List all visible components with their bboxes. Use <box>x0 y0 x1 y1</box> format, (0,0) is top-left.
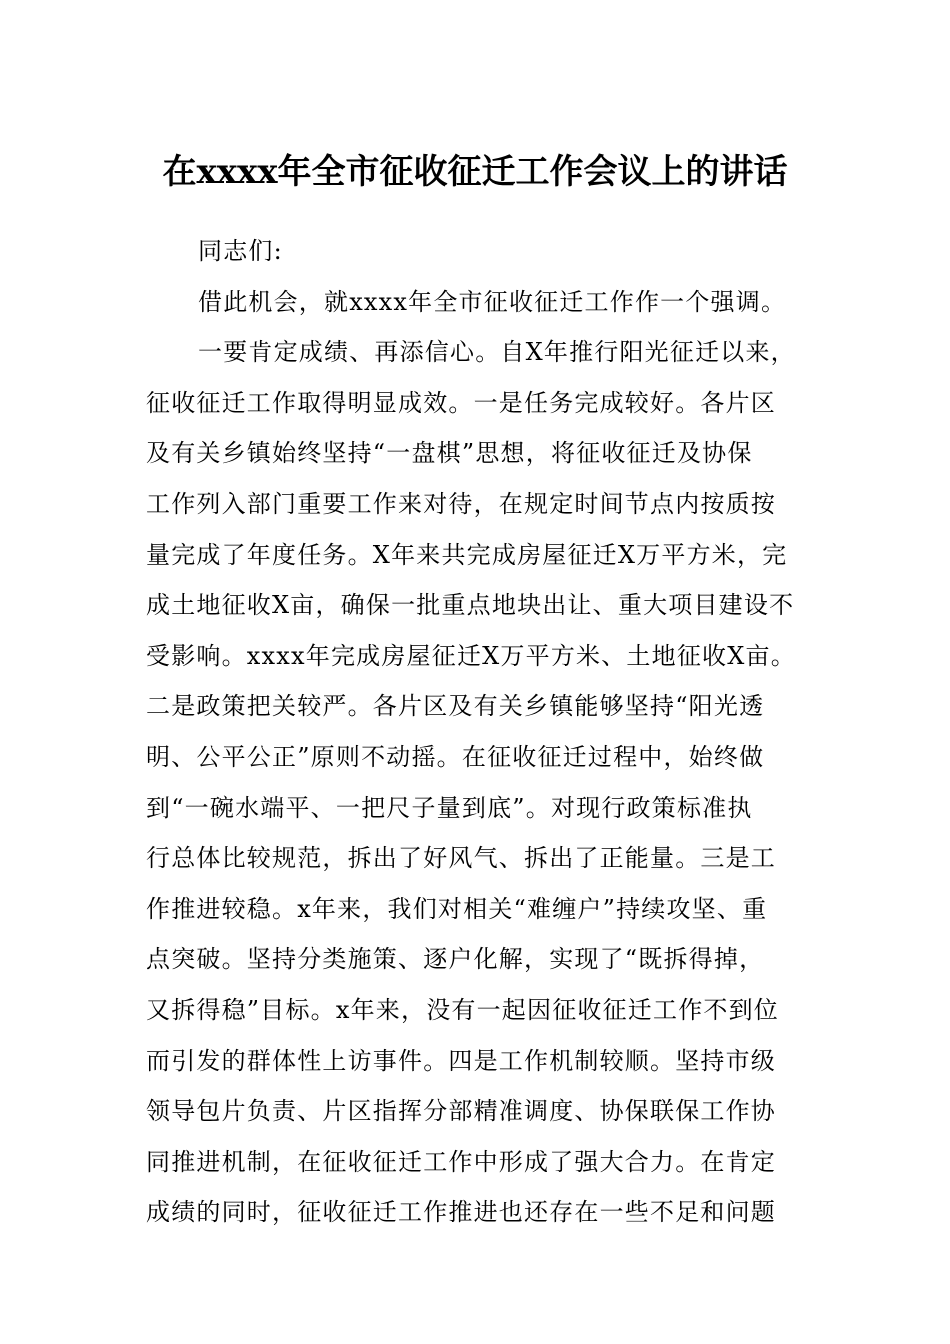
paragraph-line: 行总体比较规范，拆出了好风气、拆出了正能量。三是工 <box>146 844 776 873</box>
paragraph-line: 二是政策把关较严。各片区及有关乡镇能够坚持“阳光透 <box>146 692 765 721</box>
paragraph-line: 到“一碗水端平、一把尺子量到底”。对现行政策标准执 <box>146 793 753 822</box>
paragraph-line: 借此机会，就xxxx年全市征收征迁工作作一个强调。 <box>198 287 787 316</box>
paragraph-line: 一要肯定成绩、再添信心。自X年推行阳光征迁以来， <box>198 338 796 367</box>
paragraph-line: 及有关乡镇始终坚持“一盘棋”思想，将征收征迁及协保 <box>146 439 753 468</box>
paragraph-line: 征收征迁工作取得明显成效。一是任务完成较好。各片区 <box>146 388 776 417</box>
document-title: 在xxxx年全市征收征迁工作会议上的讲话 <box>162 152 788 192</box>
paragraph-line: 作推进较稳。x年来，我们对相关“难缠户”持续攻坚、重 <box>146 894 768 923</box>
paragraph-line: 受影响。xxxx年完成房屋征迁X万平方米、土地征收X亩。 <box>146 641 796 670</box>
paragraph-line: 成绩的同时，征收征迁工作推进也还存在一些不足和问题 <box>146 1198 776 1227</box>
paragraph-line: 同推进机制，在征收征迁工作中形成了强大合力。在肯定 <box>146 1147 776 1176</box>
paragraph-line: 工作列入部门重要工作来对待，在规定时间节点内按质按 <box>146 489 776 518</box>
paragraph-line: 而引发的群体性上访事件。四是工作机制较顺。坚持市级 <box>146 1046 776 1075</box>
paragraph-line: 点突破。坚持分类施策、逐户化解，实现了“既拆得掉， <box>146 945 765 974</box>
paragraph-line: 明、公平公正”原则不动摇。在征收征迁过程中，始终做 <box>146 742 765 771</box>
paragraph-line: 成土地征收X亩，确保一批重点地块出让、重大项目建设不 <box>146 591 795 620</box>
paragraph-line: 又拆得稳”目标。x年来，没有一起因征收征迁工作不到位 <box>146 995 780 1024</box>
salutation-line: 同志们: <box>198 237 283 265</box>
document-body <box>146 226 806 1238</box>
paragraph-line: 领导包片负责、片区指挥分部精准调度、协保联保工作协 <box>146 1097 776 1126</box>
paragraph-line: 量完成了年度任务。X年来共完成房屋征迁X万平方米，完 <box>146 540 788 569</box>
